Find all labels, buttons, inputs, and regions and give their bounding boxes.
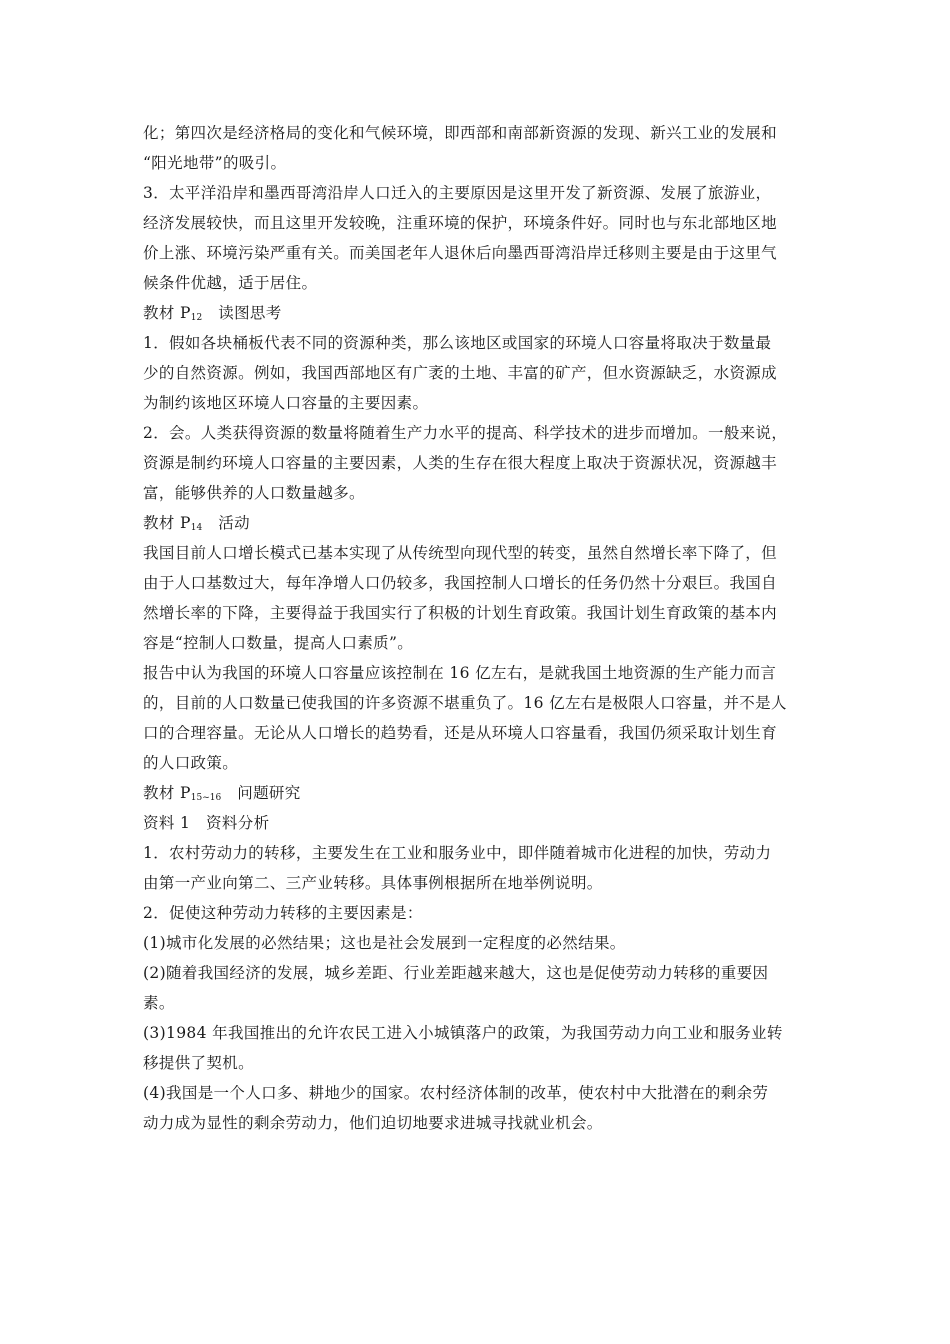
section-heading-material-1: 资料 1 资料分析 — [143, 814, 270, 832]
text-line: 报告中认为我国的环境人口容量应该控制在 16 亿左右，是就我国土地资源的生产能力而言 — [143, 664, 777, 682]
text-line: 的，目前的人口数量已使我国的许多资源不堪重负了。16 亿左右是极限人口容量，并不是人 — [143, 694, 787, 712]
text-line: 价上涨、环境污染严重有关。而美国老年人退休后向墨西哥湾沿岸迁移则主要是由于这里气 — [143, 244, 778, 262]
text-line: 我国目前人口增长模式已基本实现了从传统型向现代型的转变，虽然自然增长率下降了，但 — [143, 544, 778, 562]
text-line: 容是“控制人口数量，提高人口素质”。 — [143, 634, 414, 652]
section-heading-problem-study: 教材 $P_{15\sim 16}$ 问题研究 — [143, 784, 301, 803]
text-line: (2)随着我国经济的发展，城乡差距、行业差距越来越大，这也是促使劳动力转移的重要因 — [143, 964, 769, 982]
text-line: 少的自然资源。例如，我国西部地区有广袤的土地、丰富的矿产，但水资源缺乏，水资源成 — [143, 364, 778, 382]
text-line: 资源是制约环境人口容量的主要因素，人类的生存在很大程度上取决于资源状况，资源越丰 — [143, 454, 778, 472]
document-page — [143, 118, 823, 1138]
text-line: 3．太平洋沿岸和墨西哥湾沿岸人口迁入的主要原因是这里开发了新资源、发展了旅游业， — [143, 184, 772, 202]
section-heading-read-figure: 教材 $P_{12}$ 读图思考 — [143, 304, 282, 323]
text-line: 的人口政策。 — [143, 754, 239, 772]
text-line: 动力成为显性的剩余劳动力，他们迫切地要求进城寻找就业机会。 — [143, 1114, 603, 1132]
text-line: 口的合理容量。无论从人口增长的趋势看，还是从环境人口容量看，我国仍须采取计划生育 — [143, 724, 778, 742]
text-line: 1．农村劳动力的转移，主要发生在工业和服务业中，即伴随着城市化进程的加快，劳动力 — [143, 844, 772, 862]
text-line: 经济发展较快，而且这里开发较晚，注重环境的保护，环境条件好。同时也与东北部地区地 — [143, 214, 778, 232]
text-line: 由第一产业向第二、三产业转移。具体事例根据所在地举例说明。 — [143, 874, 603, 892]
text-line: 由于人口基数过大，每年净增人口仍较多，我国控制人口增长的任务仍然十分艰巨。我国自 — [143, 574, 778, 592]
text-line: 为制约该地区环境人口容量的主要因素。 — [143, 394, 429, 412]
text-line: (3)1984 年我国推出的允许农民工进入小城镇落户的政策，为我国劳动力向工业和服务业转 — [143, 1024, 783, 1042]
text-line: 候条件优越，适于居住。 — [143, 274, 318, 292]
text-line: 2．会。人类获得资源的数量将随着生产力水平的提高、科学技术的进步而增加。一般来说， — [143, 424, 788, 442]
text-line: 2．促使这种劳动力转移的主要因素是： — [143, 904, 423, 922]
section-heading-activity: 教材 $P_{14}$ 活动 — [143, 514, 250, 533]
text-line: 1．假如各块桶板代表不同的资源种类，那么该地区或国家的环境人口容量将取决于数量最 — [143, 334, 772, 352]
text-line: 化；第四次是经济格局的变化和气候环境，即西部和南部新资源的发现、新兴工业的发展和 — [143, 124, 778, 142]
text-line: (4)我国是一个人口多、耕地少的国家。农村经济体制的改革，使农村中大批潜在的剩余劳 — [143, 1084, 769, 1102]
text-line: “阳光地带”的吸引。 — [143, 154, 287, 172]
text-line: 然增长率的下降，主要得益于我国实行了积极的计划生育政策。我国计划生育政策的基本内 — [143, 604, 778, 622]
text-line: 素。 — [143, 994, 175, 1012]
text-line: 移提供了契机。 — [143, 1054, 254, 1072]
text-line: 富，能够供养的人口数量越多。 — [143, 484, 365, 502]
text-line: (1)城市化发展的必然结果；这也是社会发展到一定程度的必然结果。 — [143, 934, 626, 952]
